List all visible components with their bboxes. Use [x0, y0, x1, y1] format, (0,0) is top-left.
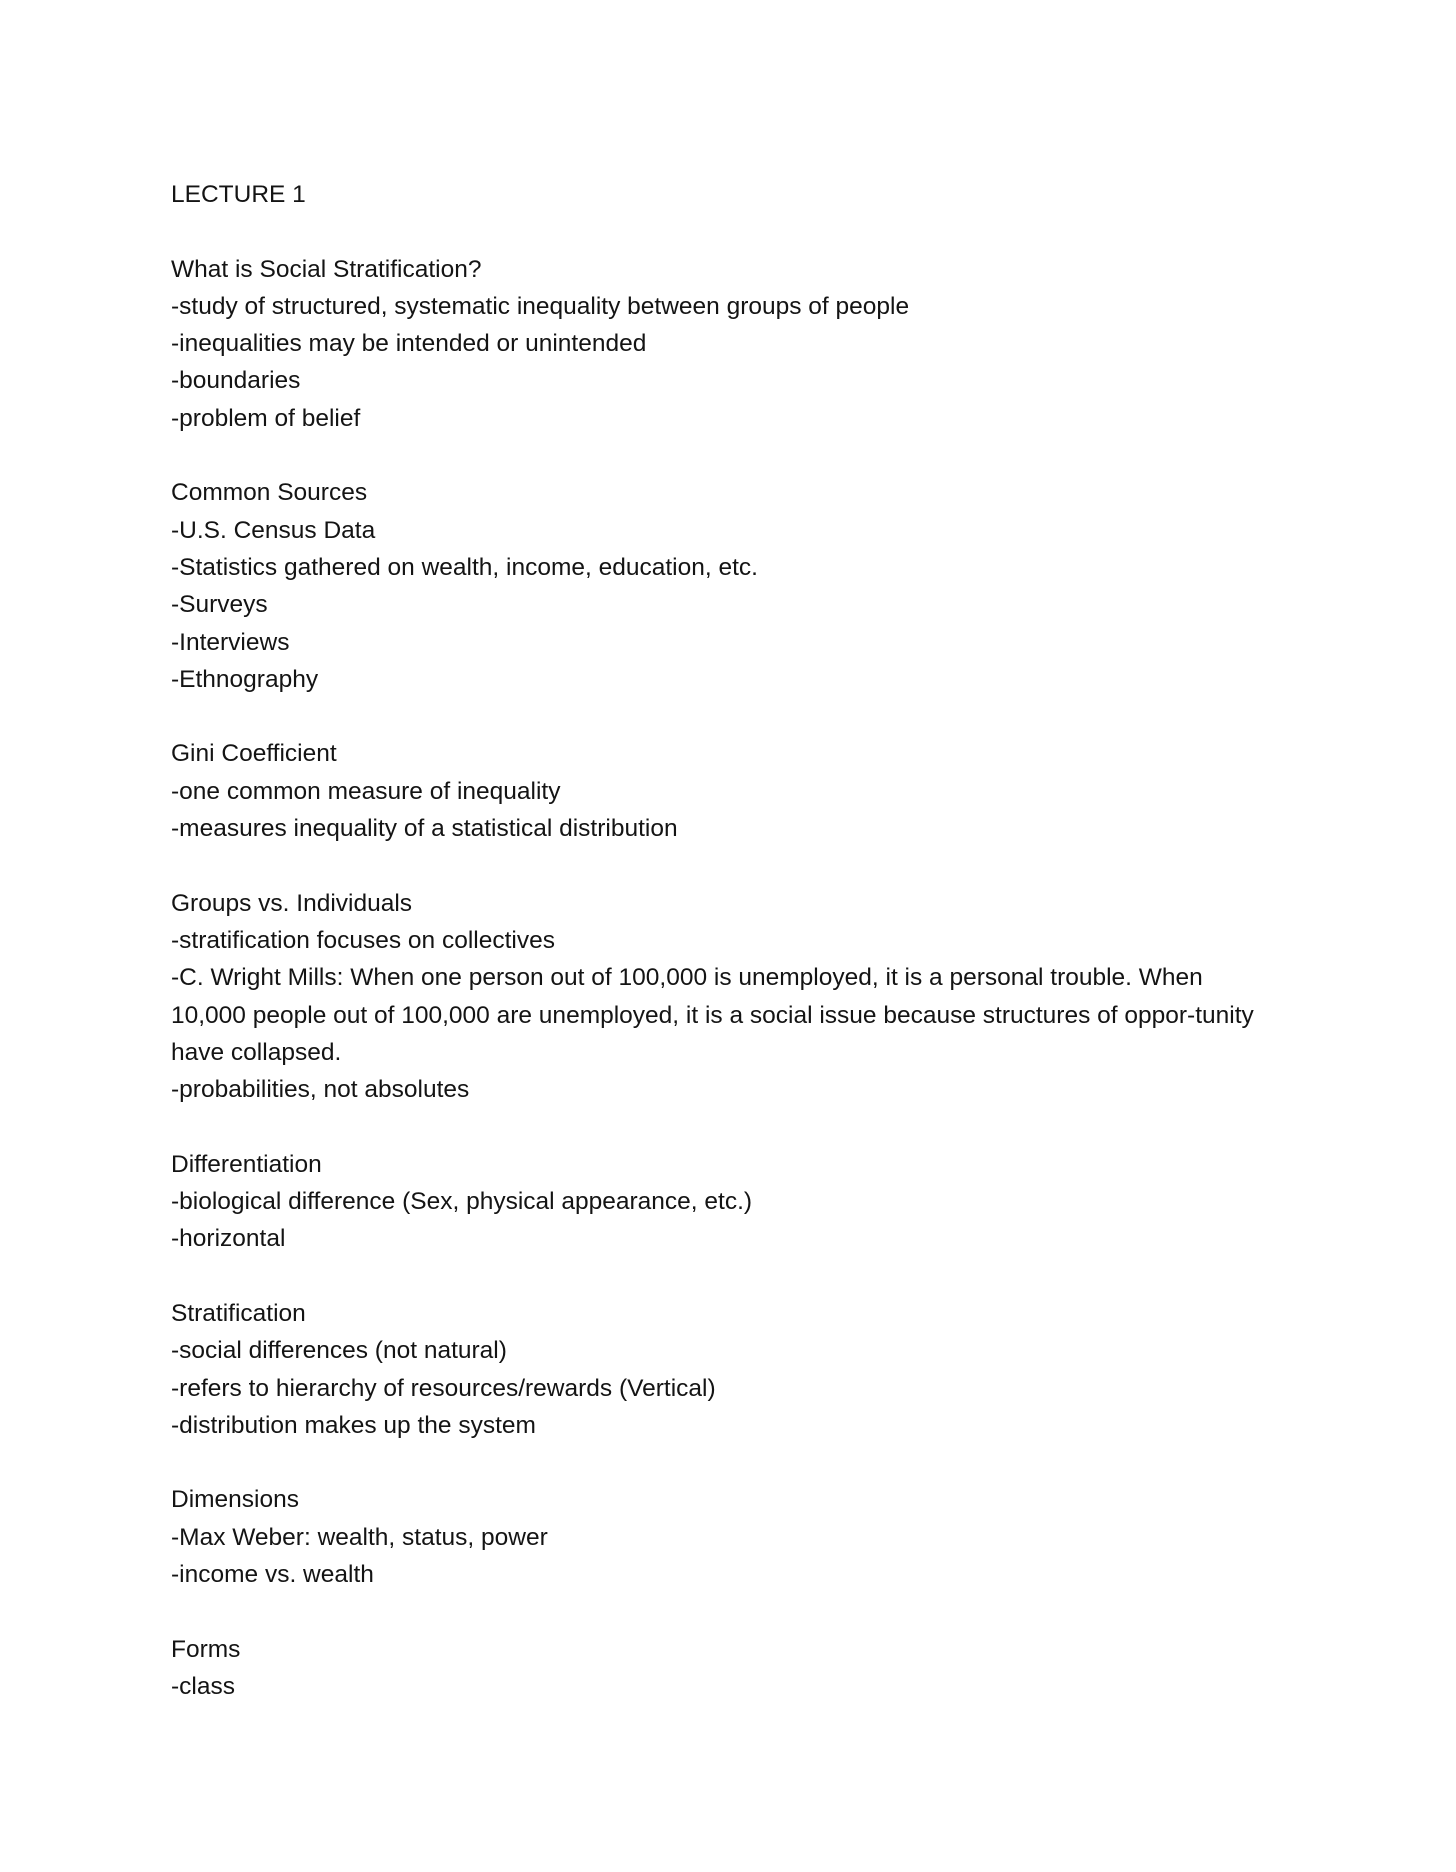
section-groups-vs-individuals [171, 885, 1281, 1109]
list-item: -one common measure of inequality [171, 777, 561, 805]
list-item: -horizontal [171, 1225, 286, 1253]
section-heading: Common Sources [171, 479, 368, 507]
list-item: -study of structured, systematic inequality between groups of people [171, 292, 910, 320]
list-item: -Statistics gathered on wealth, income, education, etc. [171, 553, 758, 581]
list-item: -Interviews [171, 628, 290, 656]
section-forms [171, 1631, 1281, 1706]
list-item: -social differences (not natural) [171, 1337, 507, 1365]
list-item: -income vs. wealth [171, 1560, 374, 1588]
list-item: -inequalities may be intended or unintended [171, 330, 647, 358]
list-item: -probabilities, not absolutes [171, 1076, 470, 1104]
section-differentiation [171, 1146, 1281, 1258]
section-gini-coefficient [171, 735, 1281, 847]
list-item: -Ethnography [171, 665, 319, 693]
section-heading: Dimensions [171, 1486, 299, 1514]
list-item: -U.S. Census Data [171, 516, 376, 544]
section-common-sources [171, 474, 1281, 698]
section-dimensions [171, 1481, 1281, 1593]
list-item: -Max Weber: wealth, status, power [171, 1523, 548, 1551]
section-heading: Forms [171, 1635, 241, 1663]
section-heading: Stratification [171, 1299, 306, 1327]
list-item: -distribution makes up the system [171, 1411, 536, 1439]
section-heading: Gini Coefficient [171, 740, 337, 768]
document-page [171, 176, 1281, 1705]
mills-quote-paragraph: -C. Wright Mills: When one person out of 100,000 is unemployed, it is a personal trouble. When 10,000 people out of 100,000 are unemployed, it is a social issue because structures of oppor-tunity have collapsed. [171, 964, 1261, 1066]
list-item: -problem of belief [171, 404, 361, 432]
section-stratification [171, 1295, 1281, 1444]
list-item: -Surveys [171, 591, 268, 619]
section-heading: Differentiation [171, 1150, 322, 1178]
list-item: -boundaries [171, 367, 301, 395]
section-heading: What is Social Stratification? [171, 255, 482, 283]
list-item: -stratification focuses on collectives [171, 926, 555, 954]
section-heading: Groups vs. Individuals [171, 889, 413, 917]
section-social-stratification [171, 251, 1281, 437]
list-item: -biological difference (Sex, physical appearance, etc.) [171, 1188, 753, 1216]
list-item: -refers to hierarchy of resources/rewards (Vertical) [171, 1374, 716, 1402]
list-item: -measures inequality of a statistical distribution [171, 815, 678, 843]
lecture-title: LECTURE 1 [171, 181, 306, 208]
list-item: -class [171, 1672, 235, 1700]
